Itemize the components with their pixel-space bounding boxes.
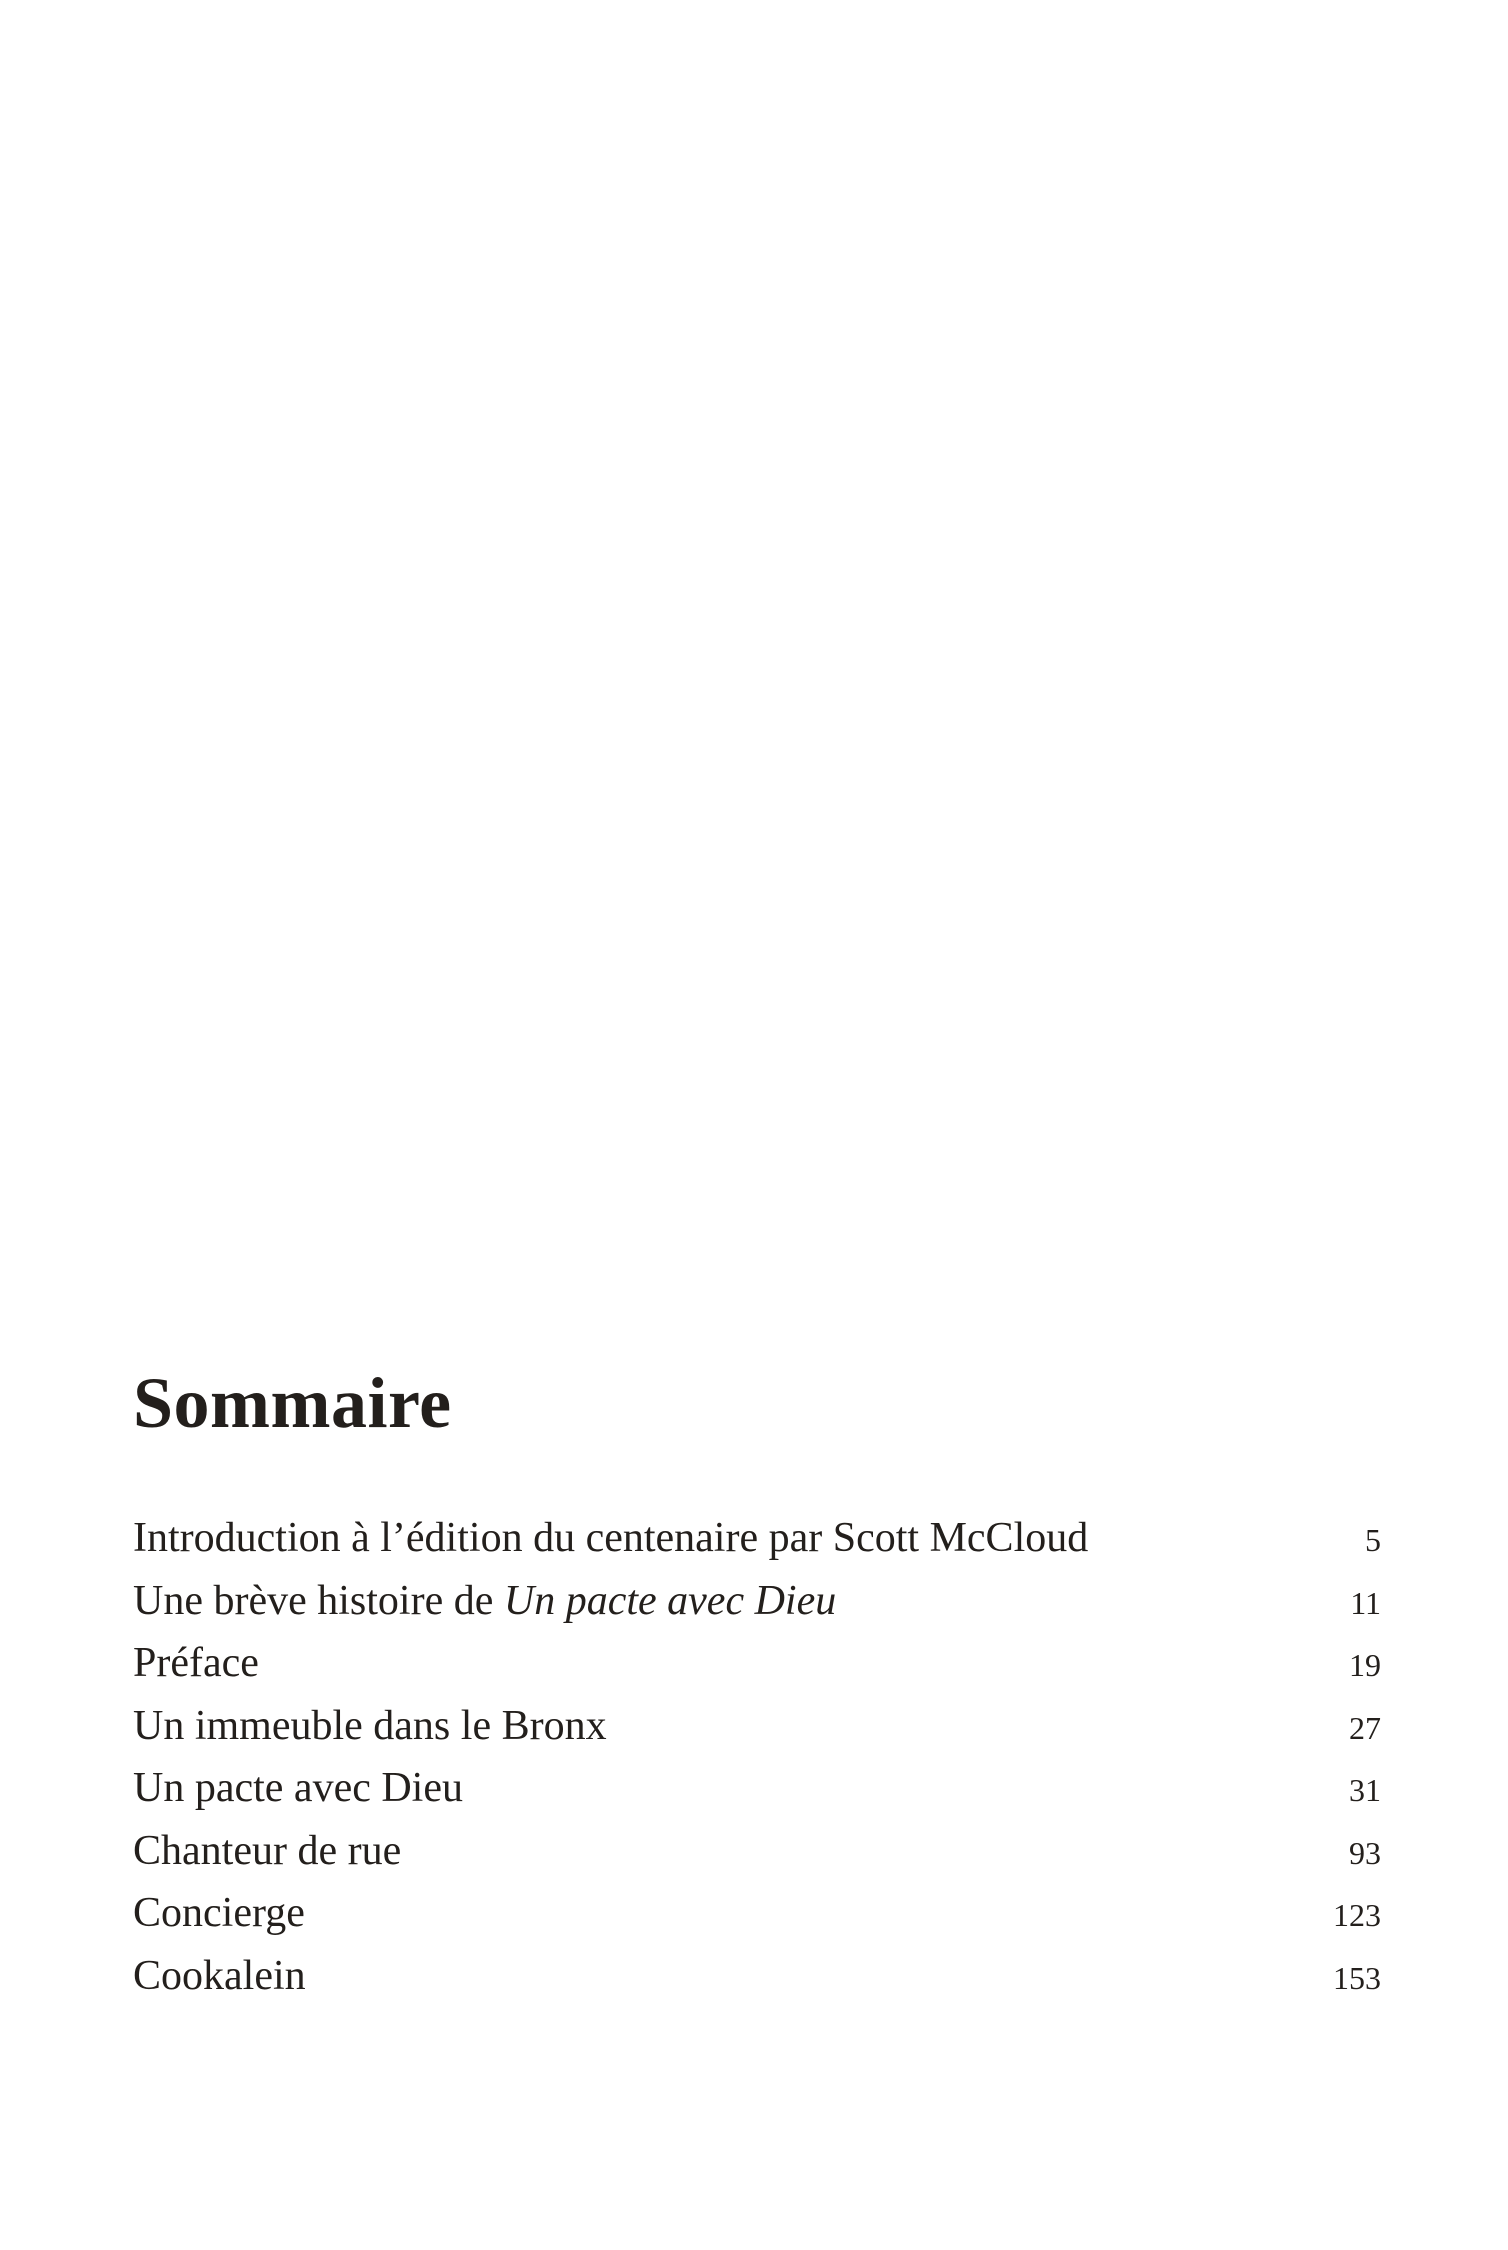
page-title: Sommaire (133, 1363, 452, 1443)
toc-entry (133, 1882, 1381, 1945)
toc-entry-page-number: 5 (1365, 1522, 1381, 1558)
toc-entry-page-number: 31 (1349, 1772, 1381, 1808)
toc-entry-title: Une brève histoire de Un pacte avec Dieu (133, 1577, 837, 1624)
toc-entry (133, 1945, 1381, 2008)
table-of-contents (133, 1507, 1381, 2007)
toc-entry (133, 1507, 1381, 1570)
toc-entry (133, 1695, 1381, 1758)
toc-entry-page-number: 93 (1349, 1834, 1381, 1871)
toc-entry-title: Chanteur de rue (133, 1827, 402, 1874)
toc-entry-title: Un pacte avec Dieu (133, 1765, 463, 1811)
toc-entry-page-number: 19 (1349, 1647, 1381, 1683)
toc-entry (133, 1820, 1381, 1883)
toc-entry-title: Concierge (133, 1890, 305, 1936)
toc-entry-page-number: 11 (1350, 1584, 1381, 1621)
toc-entry (133, 1570, 1381, 1633)
toc-entry-title: Introduction à l’édition du centenaire par Scott McCloud (133, 1515, 1089, 1561)
toc-entry-title: Un immeuble dans le Bronx (133, 1702, 607, 1749)
toc-entry-title: Préface (133, 1640, 259, 1686)
toc-entry-title: Cookalein (133, 1952, 306, 1999)
toc-entry-page-number: 123 (1333, 1897, 1381, 1933)
toc-entry-page-number: 153 (1333, 1959, 1381, 1996)
toc-entry-page-number: 27 (1349, 1709, 1381, 1746)
toc-entry (133, 1757, 1381, 1820)
toc-entry (133, 1632, 1381, 1695)
